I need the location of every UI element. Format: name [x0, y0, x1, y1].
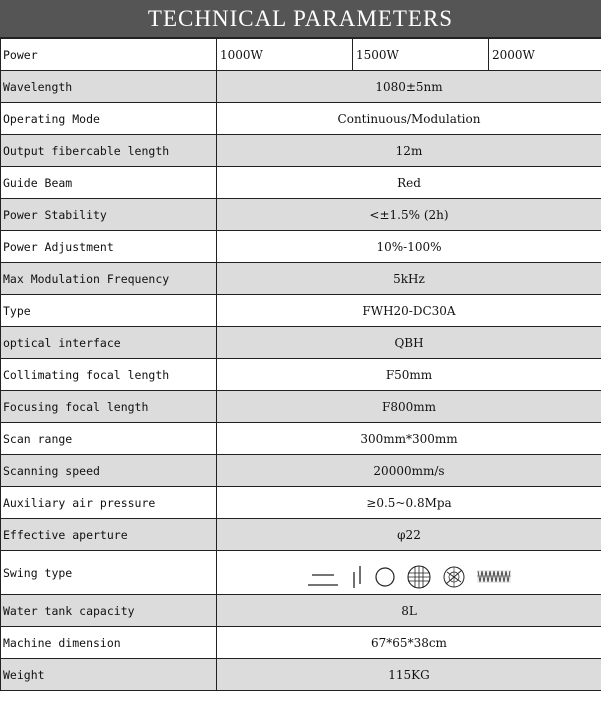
table-row: [1, 199, 601, 231]
row-label: Weight: [1, 659, 217, 691]
page-title: TECHNICAL PARAMETERS: [0, 0, 601, 38]
row-value: ≥0.5~0.8Mpa: [217, 487, 601, 519]
table-row: [1, 263, 601, 295]
row-value: 10%-100%: [217, 231, 601, 263]
power-option-1500: 1500W: [353, 39, 489, 71]
row-value: Red: [217, 167, 601, 199]
row-label: Scanning speed: [1, 455, 217, 487]
row-value: 67*65*38cm: [217, 627, 601, 659]
horizontal-line-icon: [306, 566, 340, 588]
row-label: Guide Beam: [1, 167, 217, 199]
row-label: optical interface: [1, 327, 217, 359]
row-value: Continuous/Modulation: [217, 103, 601, 135]
row-label: Wavelength: [1, 71, 217, 103]
table-row: [1, 423, 601, 455]
table-row: [1, 391, 601, 423]
table-row: [1, 487, 601, 519]
row-value: FWH20-DC30A: [217, 295, 601, 327]
zigzag-icon: [476, 568, 512, 586]
row-value: 1080±5nm: [217, 71, 601, 103]
spiral-icon: [442, 565, 466, 589]
row-value: φ22: [217, 519, 601, 551]
swing-icons: [217, 551, 601, 595]
circle-icon: [374, 566, 396, 588]
power-option-1000: 1000W: [217, 39, 353, 71]
table-row: [1, 455, 601, 487]
row-label: Auxiliary air pressure: [1, 487, 217, 519]
table-row: [1, 167, 601, 199]
row-label: Output fibercable length: [1, 135, 217, 167]
row-label: Type: [1, 295, 217, 327]
grid-circle-icon: [406, 564, 432, 590]
row-label: Power Stability: [1, 199, 217, 231]
table-row: [1, 359, 601, 391]
row-value: 115KG: [217, 659, 601, 691]
row-label: Machine dimension: [1, 627, 217, 659]
row-value: 8L: [217, 595, 601, 627]
row-label: Power Adjustment: [1, 231, 217, 263]
row-label: Operating Mode: [1, 103, 217, 135]
row-value: 300mm*300mm: [217, 423, 601, 455]
table-row-swing: [1, 551, 601, 595]
row-value: 12m: [217, 135, 601, 167]
row-label: Collimating focal length: [1, 359, 217, 391]
table-row: [1, 135, 601, 167]
row-label: Focusing focal length: [1, 391, 217, 423]
row-value: 5kHz: [217, 263, 601, 295]
row-label: Water tank capacity: [1, 595, 217, 627]
power-option-2000: 2000W: [489, 39, 601, 71]
table-row: [1, 231, 601, 263]
table-row: [1, 659, 601, 691]
table-row: [1, 327, 601, 359]
table-row-power: [1, 39, 601, 71]
row-value: 20000mm/s: [217, 455, 601, 487]
row-value: <±1.5% (2h): [217, 199, 601, 231]
parameters-table: [0, 38, 601, 691]
table-row: [1, 71, 601, 103]
row-label: Power: [1, 39, 217, 71]
table-row: [1, 595, 601, 627]
row-value: F800mm: [217, 391, 601, 423]
table-row: [1, 519, 601, 551]
vertical-line-icon: [350, 564, 364, 590]
table-row: [1, 103, 601, 135]
row-value: QBH: [217, 327, 601, 359]
row-label: Max Modulation Frequency: [1, 263, 217, 295]
row-value: F50mm: [217, 359, 601, 391]
row-label: Swing type: [1, 551, 217, 595]
table-row: [1, 627, 601, 659]
row-label: Effective aperture: [1, 519, 217, 551]
row-label: Scan range: [1, 423, 217, 455]
table-row: [1, 295, 601, 327]
